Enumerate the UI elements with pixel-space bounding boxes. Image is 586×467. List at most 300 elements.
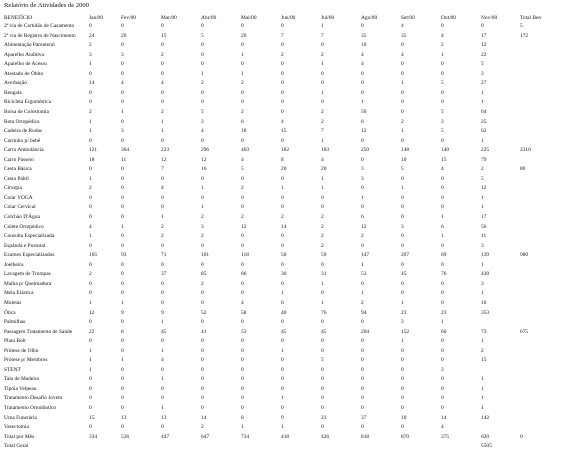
cell-value: 2 xyxy=(89,271,92,278)
cell-value: 45 xyxy=(401,271,407,278)
cell-value: 0 xyxy=(241,395,244,402)
benefit-name: Bota Ortopédica xyxy=(4,118,40,125)
cell-value: 0 xyxy=(441,204,444,211)
cell-value: 16 xyxy=(201,166,207,173)
cell-value: 418 xyxy=(281,433,290,440)
cell-value: 0 xyxy=(401,137,404,144)
cell-value: 0 xyxy=(121,338,124,345)
cell-value: 2 xyxy=(321,214,324,220)
cell-value: 0 xyxy=(121,175,124,182)
report-title: Relatório de Atividades de 2000 xyxy=(4,2,89,9)
cell-value: 5 xyxy=(441,80,444,87)
cell-value: 37 xyxy=(361,414,367,421)
cell-value: 0 xyxy=(401,42,404,49)
table-row xyxy=(0,100,586,108)
cell-value: 7 xyxy=(321,32,324,39)
benefit-name: Malha p/ Queimadura xyxy=(4,280,52,287)
cell-value: 5 xyxy=(481,175,484,182)
cell-value: 1 xyxy=(321,175,324,182)
cell-value: 0 xyxy=(121,118,124,125)
benefit-name: Carrinho p/ bebê xyxy=(4,137,41,144)
cell-value: 0 xyxy=(161,137,164,144)
column-header: Jul/00 xyxy=(321,15,335,21)
cell-value: 0 xyxy=(401,175,404,182)
cell-value: 0 xyxy=(481,23,484,29)
cell-value: 0 xyxy=(201,194,204,201)
cell-value: 2 xyxy=(321,223,324,230)
cell-value: 0 xyxy=(441,290,444,297)
cell-value: 0 xyxy=(361,185,364,192)
benefit-name: Bengala xyxy=(4,89,22,96)
cell-value: 870 xyxy=(401,433,410,440)
cell-value: 23 xyxy=(401,309,407,316)
cell-value: 0 xyxy=(281,89,284,96)
cell-value: 818 xyxy=(361,433,370,440)
cell-value: 0 xyxy=(281,42,284,49)
cell-value: 0 xyxy=(281,280,284,287)
cell-value: 0 xyxy=(241,42,244,49)
cell-value: 59 xyxy=(321,252,327,259)
cell-value: 2 xyxy=(281,51,284,58)
cell-value: 2 xyxy=(441,42,444,49)
cell-value: 207 xyxy=(401,252,410,259)
cell-value: 0 xyxy=(441,338,444,345)
cell-value: 0 xyxy=(441,299,444,306)
cell-value: 6 xyxy=(361,214,364,220)
cell-value: 12 xyxy=(201,156,207,163)
cell-value: 14 xyxy=(201,414,207,421)
cell-value: 76 xyxy=(321,309,327,316)
cell-value: 15 xyxy=(89,414,95,421)
cell-value: 403 xyxy=(241,147,250,154)
cell-value: 0 xyxy=(201,376,204,383)
cell-value: 5 xyxy=(201,108,204,115)
table-row xyxy=(0,320,586,328)
cell-value: 0 xyxy=(89,319,92,326)
cell-value: 7 xyxy=(161,166,164,173)
cell-value: 0 xyxy=(321,319,324,326)
benefit-name: Alimentação Parenteral xyxy=(4,42,55,49)
cell-value: 0 xyxy=(121,280,124,287)
cell-value: 15 xyxy=(441,156,447,163)
cell-value: 5 xyxy=(481,61,484,68)
cell-value: 0 xyxy=(321,395,324,402)
cell-value: 0 xyxy=(161,424,164,431)
cell-value: 0 xyxy=(121,385,124,392)
cell-value: 121 xyxy=(89,147,98,154)
cell-value: 4 xyxy=(321,156,324,163)
cell-value: 1 xyxy=(89,347,92,354)
cell-value: 1 xyxy=(361,194,364,201)
cell-value: 0 xyxy=(241,280,244,287)
cell-value: 0 xyxy=(89,385,92,392)
cell-value: 0 xyxy=(161,175,164,182)
cell-value: 0 xyxy=(281,194,284,201)
cell-value: 0 xyxy=(441,185,444,192)
cell-value: 0 xyxy=(241,233,244,240)
cell-value: 0 xyxy=(441,175,444,182)
cell-value: 0 xyxy=(241,204,244,211)
benefit-name: Colchão D'Água xyxy=(4,214,40,220)
cell-value: 1 xyxy=(321,23,324,29)
cell-value: 0 xyxy=(201,261,204,268)
cell-value: 0 xyxy=(401,424,404,431)
column-header: Out/00 xyxy=(441,15,456,21)
cell-value: 0 xyxy=(201,99,204,106)
cell-value: 12 xyxy=(89,309,95,316)
cell-value: 1 xyxy=(281,395,284,402)
cell-value: 1 xyxy=(321,280,324,287)
cell-value: 0 xyxy=(121,185,124,192)
cell-value: 0 xyxy=(201,319,204,326)
cell-value: 0 xyxy=(161,70,164,77)
cell-value: 2 xyxy=(321,118,324,125)
cell-value: 0 xyxy=(321,405,324,411)
cell-value: 0 xyxy=(441,70,444,77)
benefit-name: Aparelho de Acesso xyxy=(4,61,48,68)
cell-value: 0 xyxy=(401,108,404,115)
cell-value: 1 xyxy=(321,185,324,192)
cell-value: 20 xyxy=(121,32,127,39)
cell-value: 647 xyxy=(201,433,210,440)
cell-value: 1 xyxy=(241,70,244,77)
cell-value: 0 xyxy=(121,166,124,173)
cell-value: 14 xyxy=(281,223,287,230)
cell-value: 0 xyxy=(241,376,244,383)
cell-value: 2 xyxy=(201,424,204,431)
cell-value: 0 xyxy=(361,424,364,431)
cell-value: 0 xyxy=(201,385,204,392)
cell-value: 0 xyxy=(281,366,284,373)
cell-value: 4 xyxy=(121,80,124,87)
cell-value: 118 xyxy=(241,252,249,259)
cell-value: 12 xyxy=(241,223,247,230)
cell-value: 0 xyxy=(361,366,364,373)
cell-value: 20 xyxy=(241,32,247,39)
cell-value: 9 xyxy=(121,309,124,316)
cell-value: 0 xyxy=(121,290,124,297)
cell-value: 0 xyxy=(161,194,164,201)
cell-value: 27 xyxy=(481,80,487,87)
cell-value: 53 xyxy=(361,271,367,278)
cell-value: 0 xyxy=(401,376,404,383)
cell-value: 0 xyxy=(361,376,364,383)
cell-value: 2 xyxy=(161,233,164,240)
cell-value: 5 xyxy=(321,357,324,364)
column-header: BENEFÍCIO xyxy=(4,15,33,21)
cell-value: 0 xyxy=(401,242,404,249)
table-row xyxy=(0,110,586,118)
cell-value: 101 xyxy=(201,252,210,259)
benefit-name: Bolsa de Colostomia xyxy=(4,108,49,115)
cell-value: 2 xyxy=(241,185,244,192)
cell-value: 22 xyxy=(89,328,95,335)
cell-value: 0 xyxy=(201,137,204,144)
cell-value: 1 xyxy=(121,299,124,306)
cell-value: 30 xyxy=(281,271,287,278)
cell-value: 0 xyxy=(241,261,244,268)
cell-value: 76 xyxy=(441,271,447,278)
cell-value: 20 xyxy=(321,166,327,173)
cell-value: 1 xyxy=(161,405,164,411)
benefit-name: Cirurgia xyxy=(4,185,22,192)
cell-value: 1 xyxy=(161,214,164,220)
table-row xyxy=(0,272,586,280)
cell-value: 2 xyxy=(481,166,484,173)
cell-value: 9 xyxy=(281,414,284,421)
cell-value: 3 xyxy=(361,175,364,182)
cell-value: 1 xyxy=(121,357,124,364)
cell-value: 0 xyxy=(241,194,244,201)
table-row xyxy=(0,62,586,70)
cell-value: 12 xyxy=(481,42,487,49)
cell-value: 0 xyxy=(121,347,124,354)
column-header: Mar/00 xyxy=(161,15,177,21)
cell-value: 0 xyxy=(361,319,364,326)
benefit-name: Passagem Tratamento de Saúde xyxy=(4,328,73,335)
table-row xyxy=(0,311,586,319)
cell-value: 0 xyxy=(321,42,324,49)
column-header: Set/00 xyxy=(401,15,415,21)
cell-value: 2310 xyxy=(520,147,531,154)
cell-value: 0 xyxy=(89,242,92,249)
cell-value: 0 xyxy=(89,338,92,345)
cell-value: 0 xyxy=(401,233,404,240)
column-header: Total Ben xyxy=(520,15,542,21)
cell-value: 1 xyxy=(201,204,204,211)
cell-value: 4 xyxy=(161,80,164,87)
cell-value: 0 xyxy=(201,347,204,354)
benefit-name: Vasectomia xyxy=(4,424,29,431)
table-row xyxy=(0,349,586,357)
cell-value: 0 xyxy=(321,99,324,106)
cell-value: 52 xyxy=(201,309,207,316)
cell-value: 23 xyxy=(441,309,447,316)
cell-value: 4 xyxy=(89,223,92,230)
cell-value: 0 xyxy=(241,137,244,144)
cell-value: 3 xyxy=(121,128,124,135)
cell-value: 0 xyxy=(89,70,92,77)
cell-value: 0 xyxy=(441,261,444,268)
cell-value: 0 xyxy=(241,23,244,29)
cell-value: 1 xyxy=(481,338,484,345)
cell-value: 64 xyxy=(481,108,487,115)
cell-value: 0 xyxy=(361,405,364,411)
cell-value: 0 xyxy=(361,357,364,364)
cell-value: 3 xyxy=(201,223,204,230)
benefit-name: Cesta Básica xyxy=(4,166,32,173)
table-row xyxy=(0,406,586,414)
cell-value: 0 xyxy=(361,280,364,287)
cell-value: 140 xyxy=(441,147,450,154)
cell-value: 5 xyxy=(441,108,444,115)
cell-value: 2 xyxy=(201,214,204,220)
benefit-name: Bicicleta Ergométrica xyxy=(4,99,52,106)
cell-value: 0 xyxy=(281,23,284,29)
cell-value: 0 xyxy=(321,194,324,201)
cell-value: 4 xyxy=(161,185,164,192)
benefit-name: Colar Cervical xyxy=(4,204,36,211)
cell-value: 0 xyxy=(121,194,124,201)
benefit-name: Prótese p/ Membros xyxy=(4,357,48,364)
cell-value: 0 xyxy=(241,319,244,326)
cell-value: 0 xyxy=(121,366,124,373)
cell-value: 4 xyxy=(201,128,204,135)
cell-value: 1 xyxy=(481,376,484,383)
cell-value: 85 xyxy=(201,271,207,278)
cell-value: 172 xyxy=(520,32,529,39)
cell-value: 1 xyxy=(481,137,484,144)
cell-value: 0 xyxy=(281,405,284,411)
cell-value: 0 xyxy=(361,204,364,211)
table-row xyxy=(0,24,586,32)
table-row xyxy=(0,244,586,252)
table-row xyxy=(0,81,586,89)
cell-value: 18 xyxy=(241,128,247,135)
cell-value: 4 xyxy=(401,51,404,58)
cell-value: 0 xyxy=(241,405,244,411)
cell-value: 0 xyxy=(441,137,444,144)
cell-value: 0 xyxy=(121,70,124,77)
cell-value: 4 xyxy=(241,299,244,306)
cell-value: 1 xyxy=(321,299,324,306)
cell-value: 3 xyxy=(201,118,204,125)
cell-value: 0 xyxy=(121,271,124,278)
table-row xyxy=(0,34,586,42)
cell-value: 86 xyxy=(241,271,247,278)
cell-value: 0 xyxy=(201,395,204,402)
cell-value: 2 xyxy=(89,108,92,115)
cell-value: 6 xyxy=(441,223,444,230)
table-row xyxy=(0,225,586,233)
benefit-name: Palmilhas xyxy=(4,319,26,326)
cell-value: 2 xyxy=(321,51,324,58)
cell-value: 1 xyxy=(481,385,484,392)
cell-value: 0 xyxy=(401,366,404,373)
cell-value: 0 xyxy=(281,70,284,77)
cell-value: 2 xyxy=(161,223,164,230)
cell-value: 20 xyxy=(281,166,287,173)
cell-value: 0 xyxy=(441,347,444,354)
benefit-name: Cadeira de Rodas xyxy=(4,128,43,135)
cell-value: 0 xyxy=(361,70,364,77)
benefit-name: Aparelho Auditivo xyxy=(4,51,45,58)
cell-value: 0 xyxy=(281,175,284,182)
cell-value: 22 xyxy=(481,51,487,58)
benefit-name: Espátula e Postural xyxy=(4,242,46,249)
cell-value: 0 xyxy=(161,23,164,29)
benefit-name: Cesta Páltil xyxy=(4,175,29,182)
cell-value: 12 xyxy=(481,185,487,192)
cell-value: 2 xyxy=(161,51,164,58)
cell-value: 1 xyxy=(401,80,404,87)
cell-value: 1 xyxy=(441,319,444,326)
cell-value: 1 xyxy=(361,290,364,297)
cell-value: 8 xyxy=(241,414,244,421)
benefit-name: Plani Bolt xyxy=(4,338,26,345)
table-row xyxy=(0,339,586,347)
benefit-name: Tratamento Desafio Jovem xyxy=(4,395,63,402)
cell-value: 2 xyxy=(201,80,204,87)
cell-value: 17 xyxy=(481,32,487,39)
cell-value: 0 xyxy=(281,376,284,383)
column-header: Nov/00 xyxy=(481,15,498,21)
benefit-name: Prótese de Olho xyxy=(4,347,39,354)
cell-value: 0 xyxy=(121,42,124,49)
cell-value: 15 xyxy=(281,128,287,135)
cell-value: 353 xyxy=(481,309,490,316)
cell-value: 0 xyxy=(281,261,284,268)
table-row xyxy=(0,148,586,156)
cell-value: 13 xyxy=(161,414,167,421)
cell-value: 5 xyxy=(441,128,444,135)
cell-value: 0 xyxy=(121,23,124,29)
cell-value: 79 xyxy=(481,156,487,163)
cell-value: 0 xyxy=(201,290,204,297)
cell-value: 2 xyxy=(281,214,284,220)
benefit-name: Consulta Especializada xyxy=(4,233,55,240)
cell-value: 0 xyxy=(441,385,444,392)
cell-value: 0 xyxy=(89,424,92,431)
cell-value: 17 xyxy=(481,214,487,220)
cell-value: 60 xyxy=(441,328,447,335)
cell-value: 16 xyxy=(481,299,487,306)
table-row xyxy=(0,291,586,299)
table-row xyxy=(0,196,586,204)
table-row xyxy=(0,158,586,166)
cell-value: 0 xyxy=(401,194,404,201)
cell-value: 0 xyxy=(361,137,364,144)
table-row xyxy=(0,425,586,433)
cell-value: 1 xyxy=(201,70,204,77)
table-row xyxy=(0,234,586,242)
cell-value: 0 xyxy=(89,194,92,201)
cell-value: 0 xyxy=(89,214,92,220)
cell-value: 0 xyxy=(121,395,124,402)
cell-value: 2 xyxy=(241,80,244,87)
cell-value: 0 xyxy=(89,166,92,173)
cell-value: 1 xyxy=(89,175,92,182)
cell-value: 148 xyxy=(401,147,410,154)
cell-value: 152 xyxy=(401,328,410,335)
table-row xyxy=(0,186,586,194)
table-row xyxy=(0,282,586,290)
cell-value: 0 xyxy=(161,61,164,68)
cell-value: 0 xyxy=(361,156,364,163)
column-header: Mai/00 xyxy=(241,15,257,21)
cell-value: 0 xyxy=(281,108,284,115)
cell-value: 1 xyxy=(89,118,92,125)
cell-value: 0 xyxy=(161,395,164,402)
table-row xyxy=(0,177,586,185)
cell-value: 0 xyxy=(321,80,324,87)
cell-value: 0 xyxy=(441,280,444,287)
cell-value: 4 xyxy=(361,51,364,58)
table-row xyxy=(0,416,586,424)
cell-value: 0 xyxy=(281,80,284,87)
cell-value: 10 xyxy=(401,156,407,163)
cell-value: 69 xyxy=(441,252,447,259)
cell-value: 1 xyxy=(281,347,284,354)
cell-value: 94 xyxy=(361,309,367,316)
cell-value: 2 xyxy=(89,42,92,49)
cell-value: 147 xyxy=(361,252,370,259)
cell-value: 14 xyxy=(441,414,447,421)
cell-value: 2 xyxy=(361,233,364,240)
cell-value: 2 xyxy=(361,299,364,306)
cell-value: 4 xyxy=(401,23,404,29)
cell-value: 1 xyxy=(241,424,244,431)
